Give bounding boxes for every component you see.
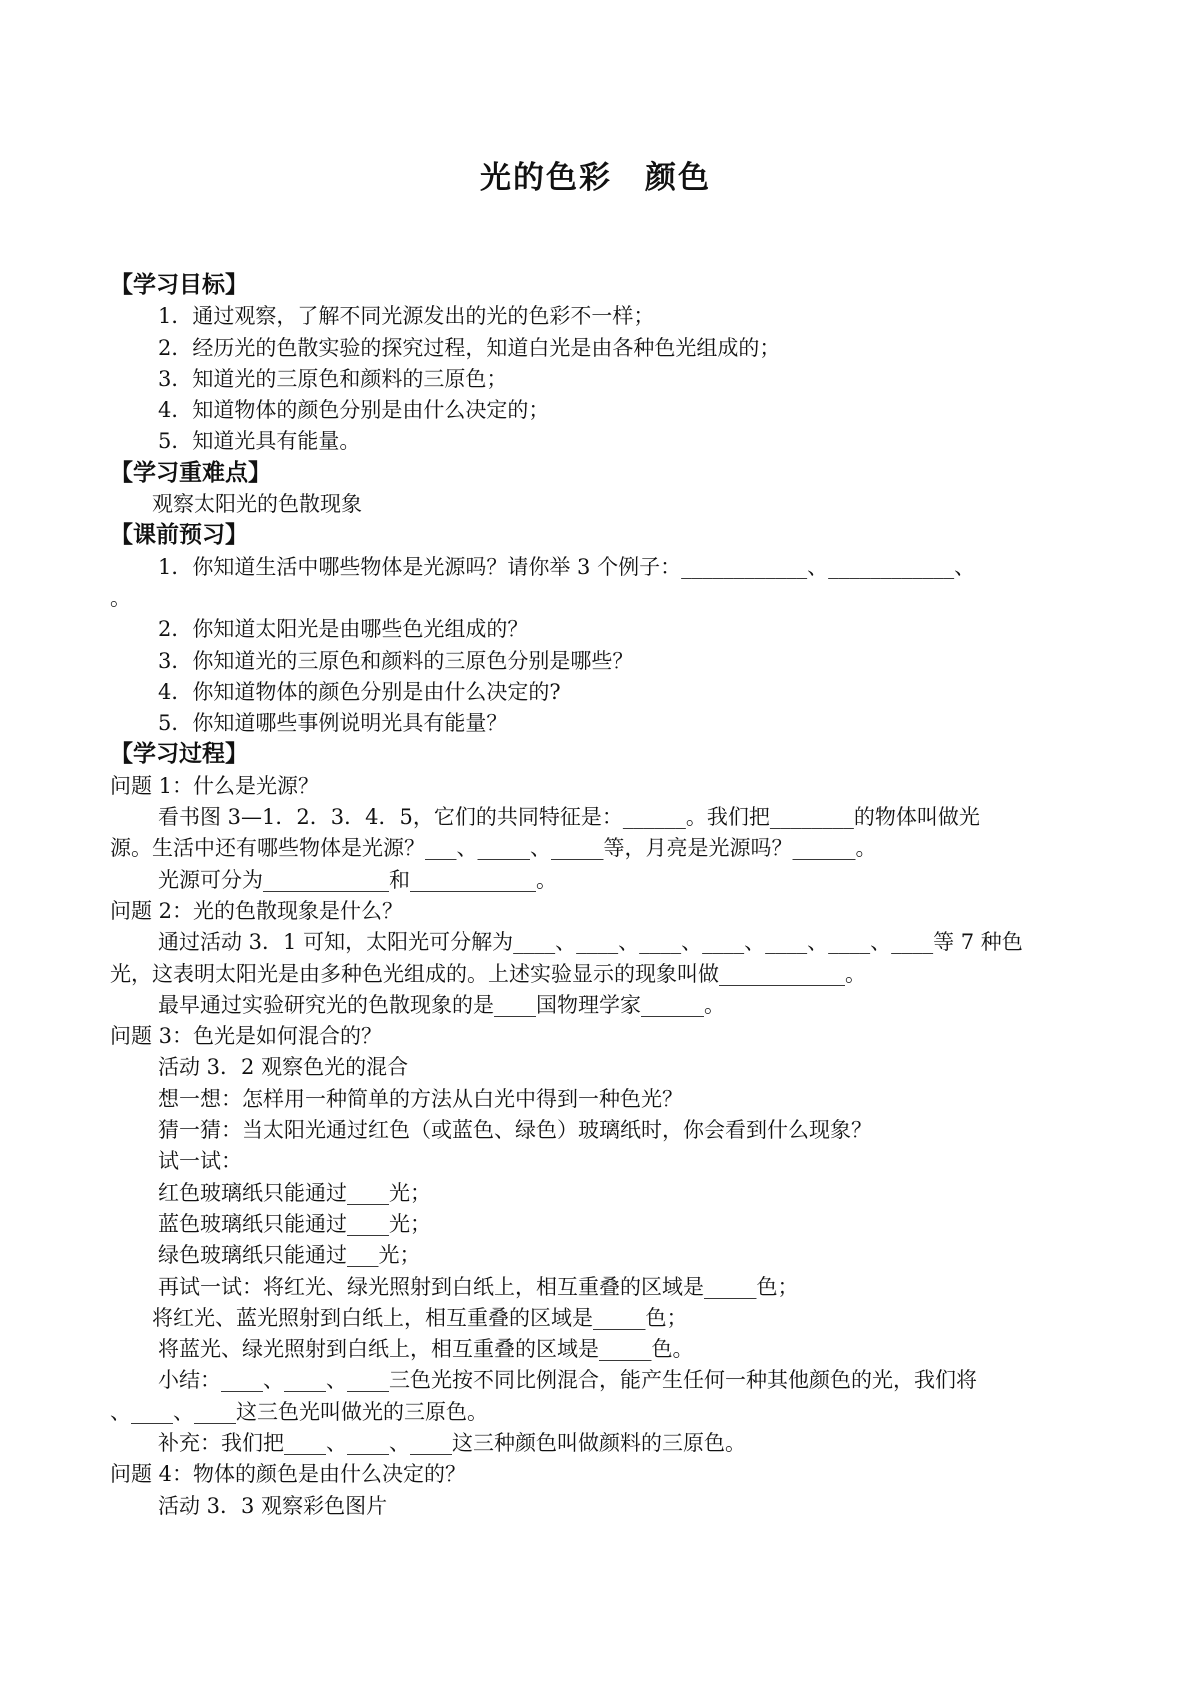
question-heading: 问题 3：色光是如何混合的？ bbox=[110, 1024, 383, 1049]
process-line: 光源可分为____________和____________。 bbox=[158, 867, 557, 892]
preview-item-continuation: 。 bbox=[110, 585, 131, 610]
process-line: 将蓝光、绿光照射到白纸上，相互重叠的区域是_____色。 bbox=[158, 1337, 694, 1362]
process-line: 再试一试：将红光、绿光照射到白纸上，相互重叠的区域是_____色； bbox=[158, 1274, 799, 1299]
question-heading: 问题 2：光的色散现象是什么？ bbox=[110, 898, 404, 923]
preview-item: 1．你知道生活中哪些物体是光源吗？请你举 3 个例子：____________、____________、 bbox=[158, 554, 976, 579]
preview-item: 3．你知道光的三原色和颜料的三原色分别是哪些？ bbox=[158, 648, 634, 673]
process-line: 试一试： bbox=[158, 1149, 242, 1174]
preview-item: 5．你知道哪些事例说明光具有能量？ bbox=[158, 711, 508, 736]
preview-item: 4．你知道物体的颜色分别是由什么决定的? bbox=[158, 679, 561, 704]
process-line: 看书图 3—1．2．3．4．5，它们的共同特征是：______。我们把________的物体叫做光 bbox=[158, 805, 980, 830]
process-line: 源。生活中还有哪些物体是光源？___、_____、_____等，月亮是光源吗？______。 bbox=[110, 836, 877, 861]
process-line: 活动 3．3 观察彩色图片 bbox=[158, 1493, 388, 1518]
process-line: 、____、____这三色光叫做光的三原色。 bbox=[110, 1399, 488, 1424]
process-line: 蓝色玻璃纸只能通过____光； bbox=[158, 1211, 431, 1236]
process-line: 猜一猜：当太阳光通过红色（或蓝色、绿色）玻璃纸时，你会看到什么现象？ bbox=[158, 1118, 872, 1143]
goal-item: 3．知道光的三原色和颜料的三原色； bbox=[158, 366, 508, 391]
process-line: 小结：____、____、____三色光按不同比例混合，能产生任何一种其他颜色的光，我们将 bbox=[158, 1368, 977, 1393]
process-line: 光，这表明太阳光是由多种色光组成的。上述实验显示的现象叫做____________。 bbox=[110, 961, 866, 986]
process-line: 红色玻璃纸只能通过____光； bbox=[158, 1180, 431, 1205]
process-line: 最早通过实验研究光的色散现象的是____国物理学家______。 bbox=[158, 992, 725, 1017]
preview-heading: 【课前预习】 bbox=[110, 522, 248, 549]
worksheet-content bbox=[110, 270, 1090, 1522]
question-heading: 问题 4：物体的颜色是由什么决定的？ bbox=[110, 1462, 467, 1487]
preview-item: 2．你知道太阳光是由哪些色光组成的？ bbox=[158, 617, 529, 642]
process-line: 活动 3．2 观察色光的混合 bbox=[158, 1055, 409, 1080]
process-line: 想一想：怎样用一种简单的方法从白光中得到一种色光？ bbox=[158, 1086, 683, 1111]
goal-item: 5．知道光具有能量。 bbox=[158, 429, 361, 454]
key-points-heading: 【学习重难点】 bbox=[110, 459, 271, 486]
process-line: 通过活动 3．1 可知，太阳光可分解为____、____、____、____、____、____、____等 7 种色 bbox=[158, 930, 1023, 955]
goal-item: 2．经历光的色散实验的探究过程，知道白光是由各种色光组成的； bbox=[158, 335, 781, 360]
goals-heading: 【学习目标】 bbox=[110, 272, 248, 298]
goal-item: 1．通过观察，了解不同光源发出的光的色彩不一样； bbox=[158, 304, 655, 329]
key-points-text: 观察太阳光的色散现象 bbox=[152, 492, 362, 517]
page-title: 光的色彩 颜色 bbox=[480, 160, 711, 196]
question-heading: 问题 1：什么是光源？ bbox=[110, 773, 320, 798]
goal-item: 4．知道物体的颜色分别是由什么决定的； bbox=[158, 398, 550, 423]
process-line: 补充：我们把____、____、____这三种颜色叫做颜料的三原色。 bbox=[158, 1430, 746, 1455]
process-heading: 【学习过程】 bbox=[110, 741, 248, 768]
process-line: 将红光、蓝光照射到白纸上，相互重叠的区域是_____色； bbox=[152, 1305, 688, 1330]
process-line: 绿色玻璃纸只能通过___光； bbox=[158, 1243, 421, 1268]
